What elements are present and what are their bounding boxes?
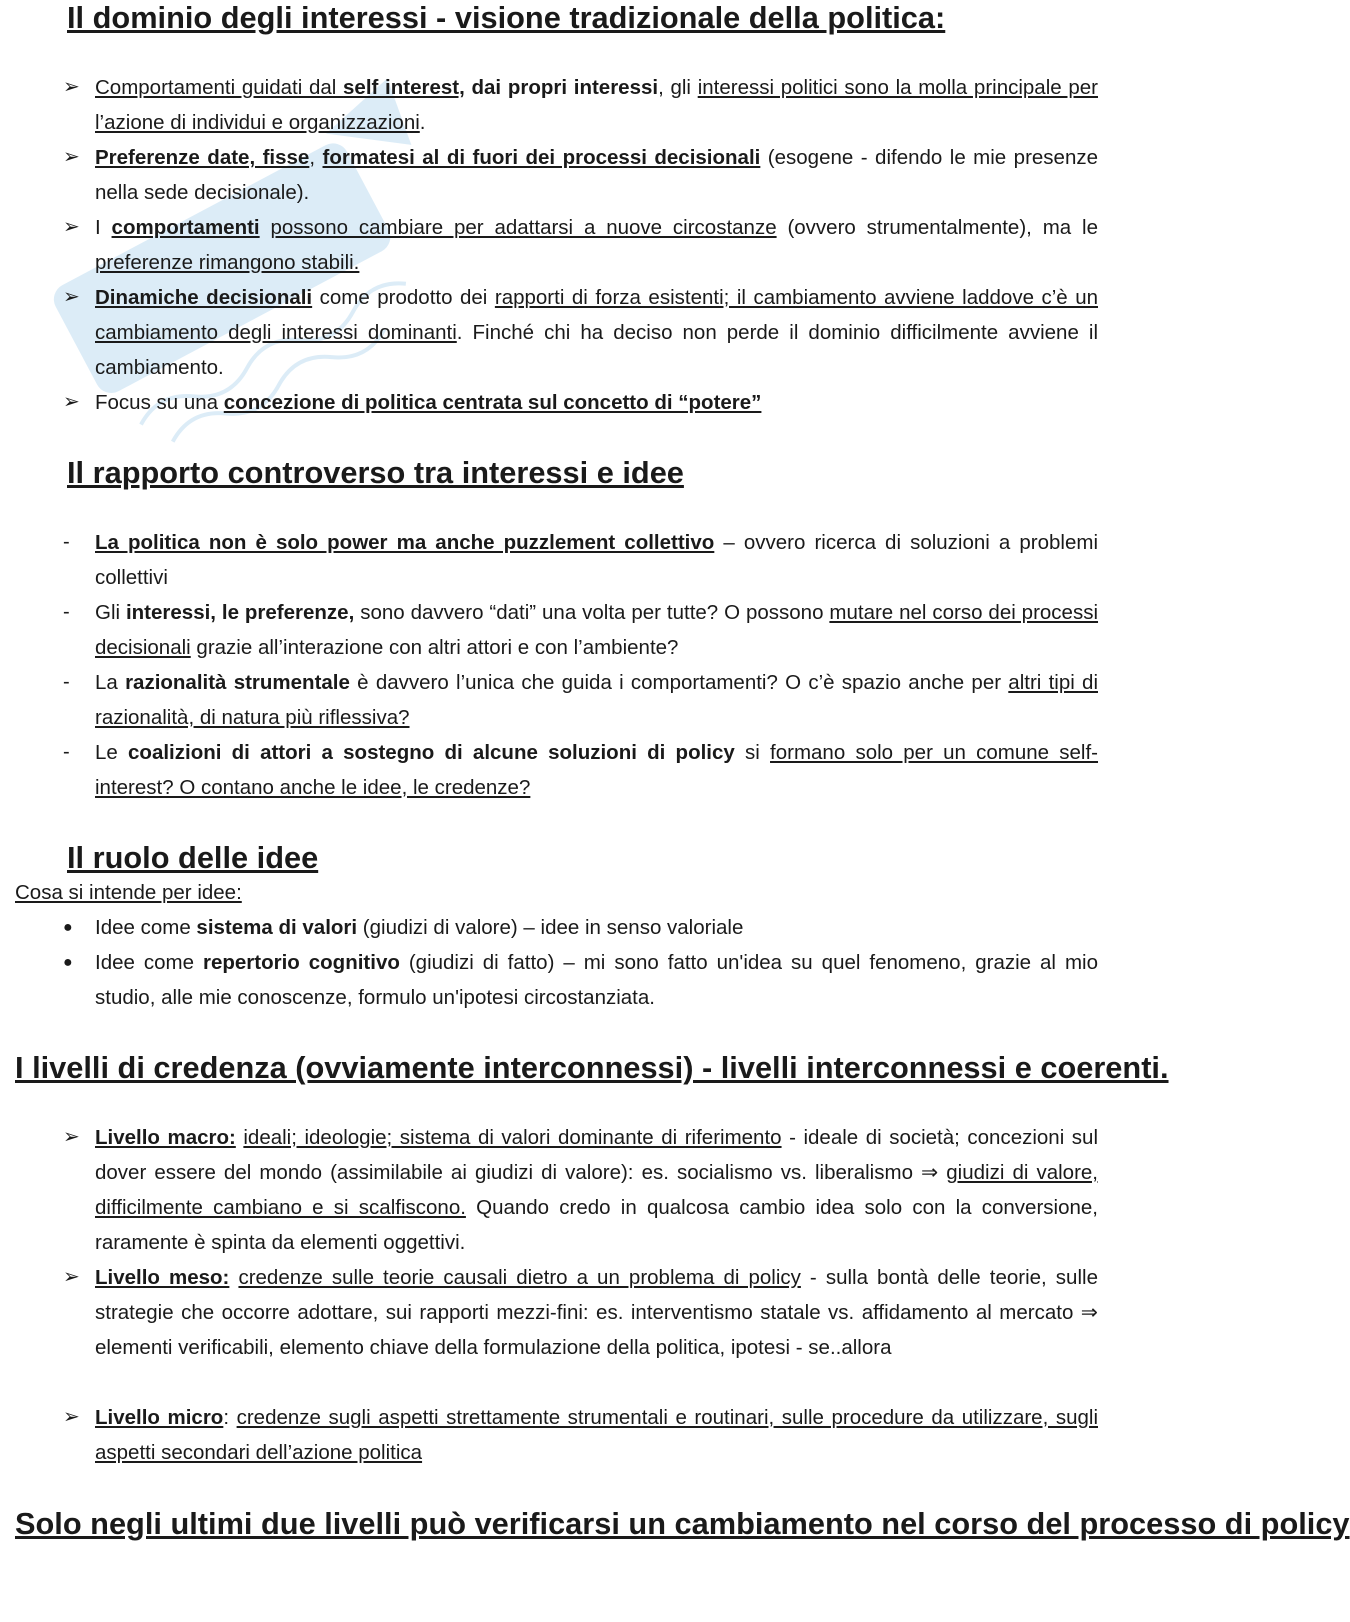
list-item (95, 70, 1098, 140)
footer-heading: Solo negli ultimi due livelli può verificarsi un cambiamento nel corso del processo di policy (15, 1506, 1350, 1541)
list-item (95, 945, 1098, 1015)
list-item (95, 665, 1098, 735)
section3-subheading: Cosa si intende per idee: (15, 881, 242, 904)
text-run: credenze sulle teorie causali dietro a un problema di policy (238, 1266, 801, 1289)
text-run: coalizioni di attori a sostegno di alcune soluzioni di policy (128, 741, 735, 764)
section2-heading: Il rapporto controverso tra interessi e idee (67, 455, 684, 490)
text-run: I (95, 216, 112, 239)
text-run: self interest, (343, 76, 465, 99)
text-run: interessi, le preferenze, (125, 601, 355, 624)
dash-bullet: - (63, 601, 70, 623)
text-run: mutare nel corso dei processi decisionali (95, 601, 1099, 659)
text-run: Quando credo in qualcosa cambio idea solo con la conversione, raramente è spinta da elementi oggettivi. (95, 1196, 1098, 1254)
text-run: concezione di politica centrata sul concetto di “potere” (223, 391, 762, 414)
text-run: : (223, 1406, 237, 1429)
section4-heading: I livelli di credenza (ovviamente interconnessi) - livelli interconnessi e coerenti. (15, 1050, 1169, 1085)
dot-bullet-icon: ● (63, 954, 73, 971)
text-run: Comportamenti guidati dal (95, 76, 344, 99)
text-run: , gli (658, 76, 698, 99)
text-run: Livello micro (95, 1406, 224, 1429)
text-run: Preferenze date, fisse (95, 146, 310, 169)
text-run (260, 216, 271, 239)
text-run: preferenze rimangono stabili. (95, 251, 360, 274)
text-run: è davvero l’unica che guida i comportamenti? O c’è spazio anche per (349, 671, 1009, 694)
list-item (95, 525, 1098, 595)
text-run: - sulla bontà delle teorie, sulle strategie che occorre adottare, sui rapporti mezzi-fini: es. interventismo statale vs. affidamento al mercato ⇒ elementi verificabili, elemento chiave della formulazione della politica, ipotesi - se..allora (95, 1266, 1098, 1359)
arrow-bullet-icon: ➢ (63, 216, 80, 238)
text-run: giudizi di valore, difficilmente cambiano e si scalfiscono. (95, 1161, 1098, 1219)
text-run: Idee come (95, 951, 203, 974)
list-item (95, 1400, 1098, 1470)
text-run: repertorio cognitivo (202, 951, 400, 974)
text-run: formano solo per un comune self-interest? O contano anche le idee, le credenze? (95, 741, 1099, 799)
dash-bullet: - (63, 671, 70, 693)
arrow-bullet-icon: ➢ (63, 1406, 80, 1428)
list-item (95, 1120, 1098, 1260)
arrow-bullet-icon: ➢ (63, 391, 80, 413)
text-run: rapporti di forza esistenti; il cambiamento avviene laddove c’è un cambiamento degli interessi dominanti (95, 286, 1098, 344)
list-item (95, 910, 1098, 945)
arrow-bullet-icon: ➢ (63, 1266, 80, 1288)
text-run: interessi politici sono la molla principale per l’azione di individui e organizzazioni (95, 76, 1098, 134)
text-run: si (734, 741, 771, 764)
text-run: (ovvero strumentalmente), ma le (776, 216, 1098, 239)
list-item (95, 735, 1098, 805)
text-run: razionalità strumentale (125, 671, 350, 694)
arrow-bullet-icon: ➢ (63, 286, 80, 308)
text-run: . (419, 111, 426, 134)
section1-heading: Il dominio degli interessi - visione tradizionale della politica: (67, 0, 946, 35)
text-run: , (309, 146, 323, 169)
text-run: (giudizi di valore) – idee in senso valoriale (357, 916, 744, 939)
text-run: grazie all’interazione con altri attori e con l’ambiente? (190, 636, 679, 659)
text-run: - ideale di società; concezioni sul dover essere del mondo (assimilabile ai giudizi di valore): es. socialismo vs. liberalismo ⇒ (95, 1126, 1098, 1184)
text-run: sistema di valori (196, 916, 358, 939)
text-run: Le (95, 741, 129, 764)
arrow-bullet-icon: ➢ (63, 76, 80, 98)
text-run: La (95, 671, 126, 694)
text-run: Idee come (95, 916, 197, 939)
text-run: Dinamiche decisionali (95, 286, 313, 309)
text-run: La politica non è solo power ma anche puzzlement collettivo (95, 531, 715, 554)
text-run: Focus su una (95, 391, 224, 414)
text-run: Livello macro: (95, 1126, 236, 1149)
list-item (95, 280, 1098, 385)
arrow-bullet-icon: ➢ (63, 1126, 80, 1148)
text-run: Gli (95, 601, 126, 624)
text-run: altri tipi di razionalità, di natura più riflessiva? (95, 671, 1098, 729)
text-run: – ovvero ricerca di soluzioni a problemi collettivi (95, 531, 1099, 589)
text-run: credenze sugli aspetti strettamente strumentali e routinari, sulle procedure da utilizzare, sugli aspetti secondari dell’azione politica (95, 1406, 1098, 1464)
arrow-bullet-icon: ➢ (63, 146, 80, 168)
section3-heading: Il ruolo delle idee (67, 840, 319, 875)
text-run: sono davvero “dati” una volta per tutte? O possono (354, 601, 830, 624)
dash-bullet: - (63, 531, 70, 553)
text-run: ideali; ideologie; sistema di valori dominante di riferimento (243, 1126, 782, 1149)
list-item (95, 385, 1098, 420)
list-item (95, 210, 1098, 280)
text-run: (esogene - difendo le mie presenze nella sede decisionale). (95, 146, 1099, 204)
list-item (95, 140, 1098, 210)
text-run: (giudizi di fatto) – mi sono fatto un'idea su quel fenomeno, grazie al mio studio, alle mie conoscenze, formulo un'ipotesi circostanziata. (95, 951, 1098, 1009)
text-run: dai propri interessi (464, 76, 659, 99)
dash-bullet: - (63, 741, 70, 763)
list-item (95, 595, 1098, 665)
text-run: formatesi al di fuori dei processi decisionali (322, 146, 761, 169)
text-run: come prodotto dei (312, 286, 495, 309)
text-run: . Finché chi ha deciso non perde il dominio difficilmente avviene il cambiamento. (95, 321, 1099, 379)
text-run: Livello meso: (95, 1266, 230, 1289)
text-run: comportamenti (111, 216, 260, 239)
text-run: possono cambiare per adattarsi a nuove circostanze (270, 216, 777, 239)
list-item (95, 1260, 1098, 1365)
dot-bullet-icon: ● (63, 919, 73, 936)
